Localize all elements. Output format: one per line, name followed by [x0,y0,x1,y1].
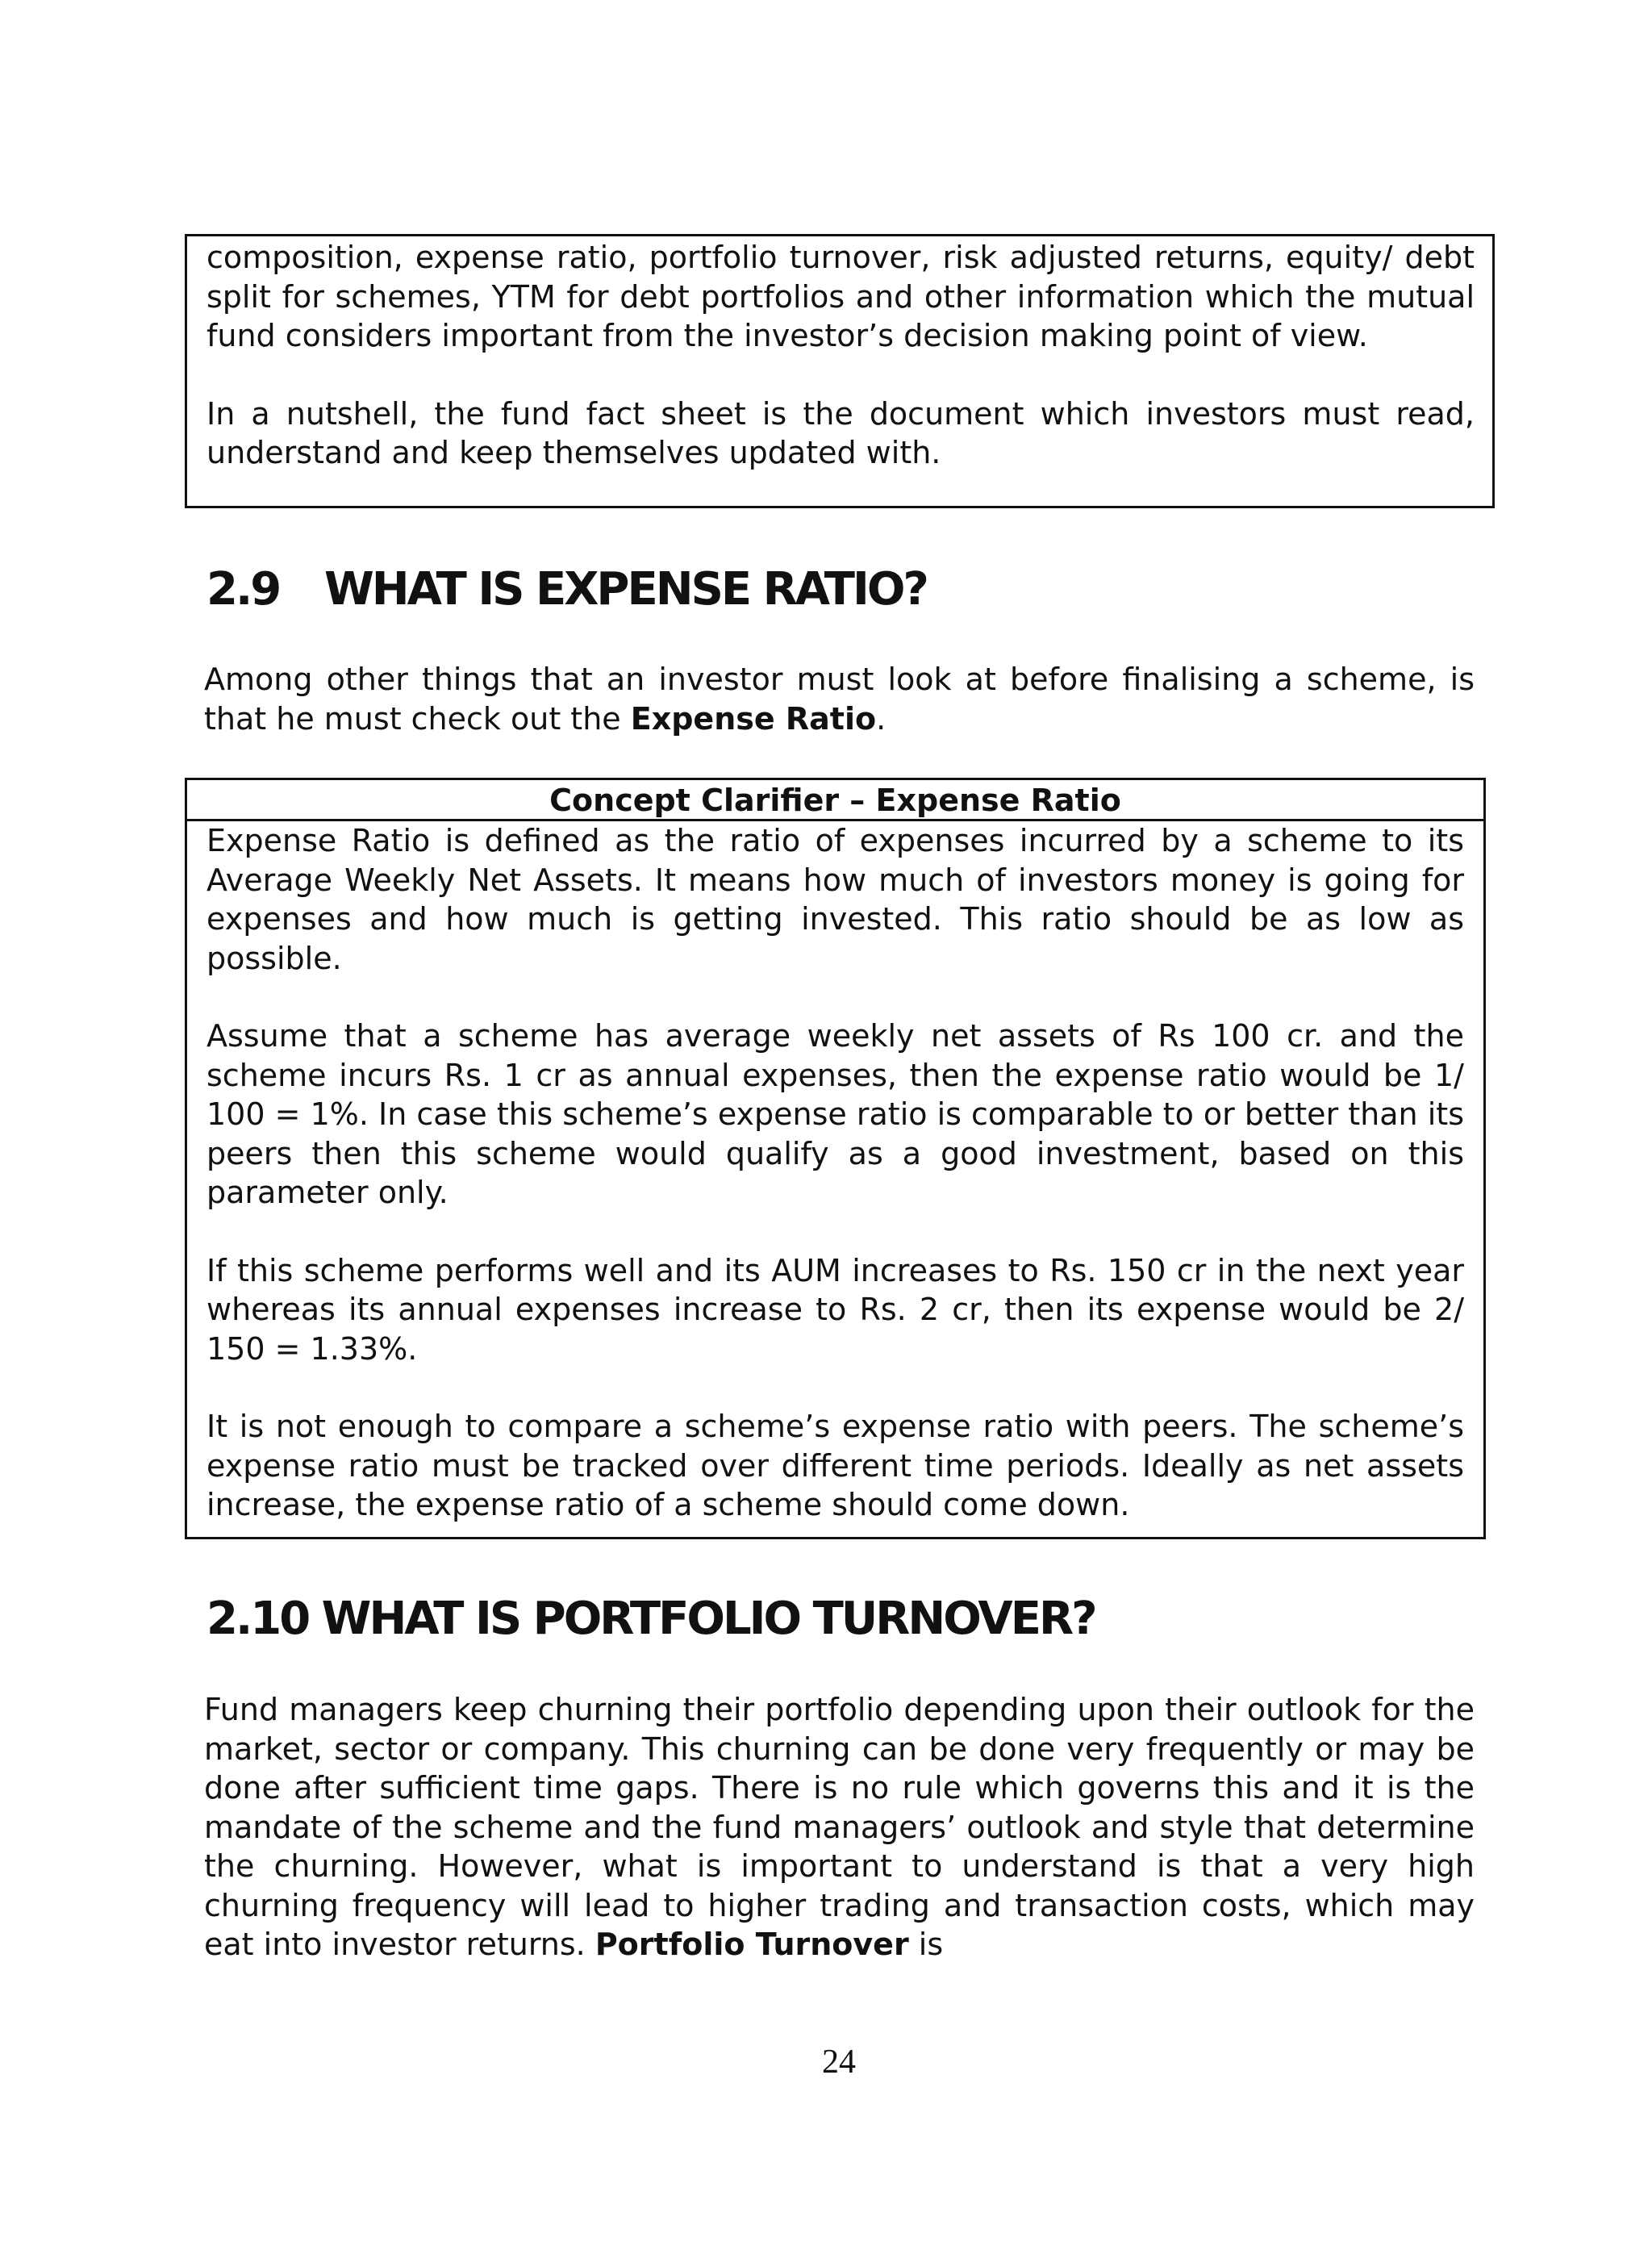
concept-clarifier-box [185,778,1486,1539]
fact-sheet-summary: In a nutshell, the fund fact sheet is the document which investors must read, understand and keep themselves updated with. [206,395,1475,470]
portfolio-turnover-intro [204,1690,1475,1964]
intro-text: Fund managers keep churning their portfolio depending upon their outlook for the market, sector or company. This churning can be done very frequently or may be done after sufficient time gaps. There is no rule which governs this and it is the mandate of the scheme and the fund managers’ outlook and style that determine the churning. However, what is important to understand is that a very high churning frequency will lead to higher trading and transaction costs, which may eat into investor returns. [204,1692,1475,1962]
intro-bold-term: Portfolio Turnover [594,1927,909,1962]
intro-bold-term: Expense Ratio [630,700,877,737]
fact-sheet-paragraph: composition, expense ratio, portfolio turnover, risk adjusted returns, equity/ debt split for schemes, YTM for debt portfolios and other information which the mutual fund considers important from the investor’s decision making point of view. [206,240,1475,353]
section-heading-2-10 [206,1593,1095,1645]
concept-paragraph-definition: Expense Ratio is defined as the ratio of expenses incurred by a scheme to its Average Weekly Net Assets. It means how much of investors money is going for expenses and how much is getting invested. This ratio should be as low as possible. [206,823,1464,976]
section-number: 2.10 [206,1593,309,1645]
paragraph-gap [206,978,1464,1017]
section-number: 2.9 [206,563,280,616]
concept-paragraph-example-1: Assume that a scheme has average weekly net assets of Rs 100 cr. and the scheme incurs Rs. 1 cr as annual expenses, then the expense ratio would be 1/ 100 = 1%. In case this scheme’s expense ratio is comparable to or better than its peers then this scheme would qualify as a good investment, based on this parameter only. [206,1018,1464,1210]
intro-text-end: . [876,700,886,737]
page-number: 24 [822,2044,856,2081]
section-heading-2-9 [206,563,927,616]
intro-text: Among other things that an investor must look at before finalising a scheme, is that he must check out the [204,662,1475,737]
concept-paragraph-example-2: If this scheme performs well and its AUM increases to Rs. 150 cr in the next year whereas its annual expenses increase to Rs. 2 cr, then its expense would be 2/ 150 = 1.33%. [206,1252,1464,1367]
expense-ratio-intro [204,660,1475,738]
section-title: WHAT IS PORTFOLIO TURNOVER? [321,1593,1095,1645]
paragraph-gap [206,356,1475,395]
concept-clarifier-body [187,821,1483,1525]
paragraph-gap [206,1368,1464,1407]
section-title: WHAT IS EXPENSE RATIO? [324,563,927,616]
fact-sheet-box [185,234,1495,508]
intro-text-end: is [908,1927,944,1962]
concept-paragraph-conclusion: It is not enough to compare a scheme’s expense ratio with peers. The scheme’s expense ratio must be tracked over different time periods. Ideally as net assets increase, the expense ratio of a scheme should come down. [206,1409,1464,1522]
concept-clarifier-header: Concept Clarifier – Expense Ratio [187,780,1483,821]
paragraph-gap [206,1213,1464,1251]
